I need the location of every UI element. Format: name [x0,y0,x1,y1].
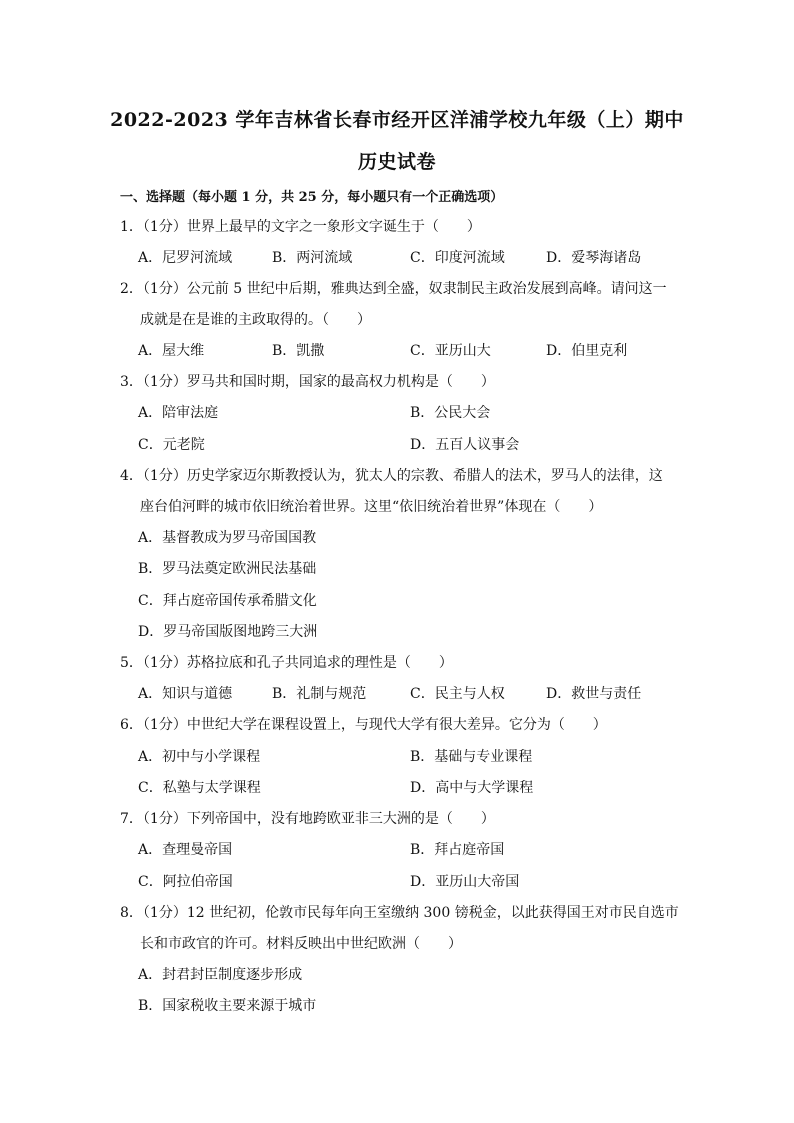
option-a[interactable]: A．查理曼帝国 [138,842,233,858]
option-c[interactable]: C．元老院 [138,437,205,453]
option-a[interactable]: A．初中与小学课程 [138,749,261,765]
question-1 [120,212,680,243]
option-d[interactable]: D．救世与责任 [546,686,642,702]
option-a[interactable]: A．封君封臣制度逐步形成 [138,967,303,983]
option-d[interactable]: D．五百人议事会 [410,437,520,453]
option-a[interactable]: A．基督教成为罗马帝国国教 [138,530,317,546]
question-5 [120,648,680,679]
question-6 [120,710,680,741]
option-a[interactable]: A．知识与道德 [138,686,233,702]
option-d[interactable]: D．爱琴海诸岛 [546,250,642,266]
option-a[interactable]: A．尼罗河流域 [138,250,233,266]
option-a[interactable]: A．屋大维 [138,343,205,359]
option-b[interactable]: B．礼制与规范 [272,686,367,702]
section-heading: 一、选择题（每小题 1 分，共 25 分，每小题只有一个正确选项） [120,190,504,205]
question-7 [120,804,680,835]
exam-title: 2022-2023 学年吉林省长春市经开区洋浦学校九年级（上）期中 [110,109,684,131]
question-stem-continued: 长和市政官的许可。材料反映出中世纪欧洲（ ） [140,936,462,952]
option-d[interactable]: D．罗马帝国版图地跨三大洲 [138,624,318,640]
option-b[interactable]: B．国家税收主要来源于城市 [138,998,317,1014]
option-d[interactable]: D．亚历山大帝国 [410,874,520,890]
option-b[interactable]: B．两河流域 [272,250,353,266]
question-2 [120,274,680,336]
option-c[interactable]: C．阿拉伯帝国 [138,874,233,890]
question-stem: 7．（1分）下列帝国中，没有地跨欧亚非三大洲的是（ ） [120,811,495,827]
option-c[interactable]: C．印度河流域 [410,250,505,266]
option-c[interactable]: C．亚历山大 [410,343,491,359]
question-stem: 3．（1分）罗马共和国时期，国家的最高权力机构是（ ） [120,374,495,390]
option-b[interactable]: B．拜占庭帝国 [410,842,505,858]
option-b[interactable]: B．罗马法奠定欧洲民法基础 [138,561,317,577]
option-b[interactable]: B．凯撒 [272,343,325,359]
option-c[interactable]: C．拜占庭帝国传承希腊文化 [138,593,317,609]
question-stem: 2．（1分）公元前 5 世纪中后期，雅典达到全盛，奴隶制民主政治发展到高峰。请问这一 [120,281,667,297]
question-stem-continued: 座台伯河畔的城市依旧统治着世界。这里“依旧统治着世界”体现在（ ） [140,499,603,515]
option-d[interactable]: D．高中与大学课程 [410,780,534,796]
option-c[interactable]: C．民主与人权 [410,686,505,702]
question-stem-continued: 成就是在是谁的主政取得的。（ ） [140,312,371,328]
question-stem: 5．（1分）苏格拉底和孔子共同追求的理性是（ ） [120,655,453,671]
question-4 [120,461,680,523]
option-c[interactable]: C．私塾与太学课程 [138,780,261,796]
question-3 [120,367,680,398]
question-stem: 8．（1分）12 世纪初，伦敦市民每年向王室缴纳 300 镑税金，以此获得国王对市民自选市 [120,905,679,921]
question-stem: 6．（1分）中世纪大学在课程设置上，与现代大学有很大差异。它分为（ ） [120,717,607,733]
option-b[interactable]: B．基础与专业课程 [410,749,533,765]
option-a[interactable]: A．陪审法庭 [138,405,219,421]
question-8 [120,898,680,960]
option-b[interactable]: B．公民大会 [410,405,491,421]
exam-subtitle: 历史试卷 [357,151,436,173]
option-d[interactable]: D．伯里克利 [546,343,628,359]
question-stem: 4．（1分）历史学家迈尔斯教授认为，犹太人的宗教、希腊人的法术，罗马人的法律，这 [120,468,663,484]
question-stem: 1．（1分）世界上最早的文字之一象形文字诞生于（ ） [120,219,481,235]
